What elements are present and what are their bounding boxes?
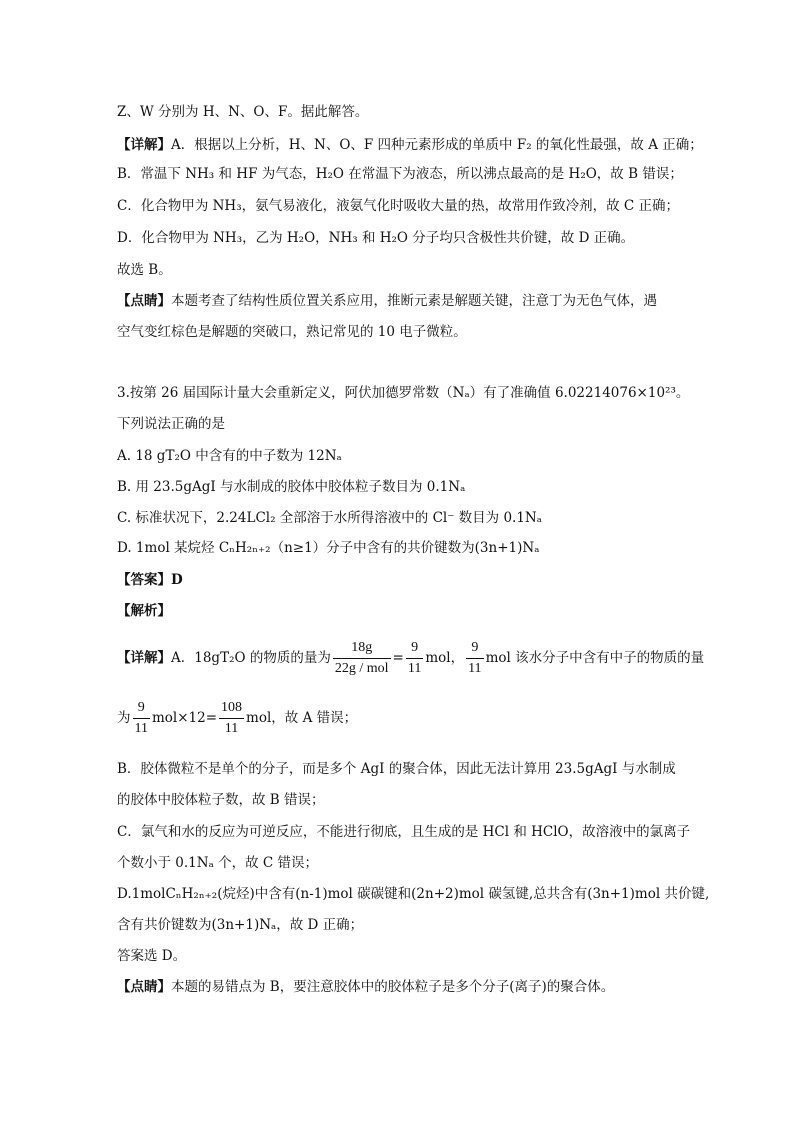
fraction: $\frac{9}{11}$ xyxy=(134,700,148,736)
fraction: $\frac{9}{11}$ xyxy=(468,640,482,676)
option-a: A. 18 gT₂O 中含有的中子数为 12Nₐ xyxy=(117,448,342,464)
text-line: B．胶体微粒不是单个的分子，而是多个 AgI 的聚合体，因此无法计算用 23.5gAgI 与水制成 xyxy=(117,761,676,777)
text-line: 【详解】A．根据以上分析，H、N、O、F 四种元素形成的单质中 F₂ 的氧化性最强，故 A 正确； xyxy=(117,137,703,153)
text-line: 故选 B。 xyxy=(117,262,172,278)
text-line: B．常温下 NH₃ 和 HF 为气态，H₂O 在常温下为液态，所以沸点最高的是 H₂O，故 B 错误； xyxy=(117,166,683,182)
answer-line: 【答案】D xyxy=(117,572,183,588)
section-tag: 【详解】 xyxy=(117,650,171,666)
text-line: D.1molCₙH₂ₙ₊₂(烷烃)中含有(n-1)mol 碳碳键和(2n+2)mol 碳氢键,总共含有(3n+1)mol 共价键, xyxy=(117,886,710,902)
section-tag: 【详解】 xyxy=(117,137,171,153)
text-line: Z、W 分别为 H、N、O、F。据此解答。 xyxy=(117,104,369,120)
fraction: $\frac{9}{11}$ xyxy=(407,640,422,676)
fraction: $\frac{108}{11}$ xyxy=(221,700,243,736)
text-line: C．氯气和水的反应为可逆反应，不能进行彻底，且生成的是 HCl 和 HClO，故溶液中的氯离子 xyxy=(117,824,691,840)
text-line: 空气变红棕色是解题的突破口，熟记常见的 10 电子微粒。 xyxy=(117,324,467,340)
text-line: 【详解】A．18gT₂O 的物质的量为 $\frac{18g}{\text{22g / mol}}$ = $\frac{9}{11}$ mol， $\frac{9}{11}$ mol 该水分子中含有中子的物质的量 xyxy=(117,636,704,680)
text-line: D．化合物甲为 NH₃，乙为 H₂O，NH₃ 和 H₂O 分子均只含极性共价键，故 D 正确。 xyxy=(117,230,635,246)
text-line: C．化合物甲为 NH₃，氨气易液化，液氨气化时吸收大量的热，故常用作致冷剂，故 C 正确； xyxy=(117,198,680,214)
fraction: $\frac{18g}{\text{22g / mol}}$ xyxy=(334,640,389,676)
text-line: 为 $\frac{9}{11}$ mol×12= $\frac{108}{11}$ mol，故 A 错误； xyxy=(117,696,357,740)
text-line: 个数小于 0.1Nₐ 个，故 C 错误； xyxy=(117,855,318,871)
option-d: D. 1mol 某烷烃 CₙH₂ₙ₊₂（n≥1）分子中含有的共价键数为(3n+1)Nₐ xyxy=(117,540,540,556)
question-title: 3.按第 26 届国际计量大会重新定义，阿伏加德罗常数（Nₐ）有了准确值 6.02214076×10²³。 xyxy=(117,385,690,401)
text-line: 含有共价键数为(3n+1)Nₐ，故 D 正确； xyxy=(117,917,364,933)
text-line: 【点睛】本题的易错点为 B，要注意胶体中的胶体粒子是多个分子(离子)的聚合体。 xyxy=(117,979,615,995)
text-line: 【点睛】本题考查了结构性质位置关系应用，推断元素是解题关键，注意丁为无色气体，遇 xyxy=(117,293,657,309)
option-b: B. 用 23.5gAgI 与水制成的胶体中胶体粒子数目为 0.1Nₐ xyxy=(117,479,466,495)
section-tag: 【点睛】 xyxy=(117,293,171,309)
analysis-heading: 【解析】 xyxy=(117,603,171,619)
option-c: C. 标准状况下，2.24LCl₂ 全部溶于水所得溶液中的 Cl⁻ 数目为 0.1Nₐ xyxy=(117,510,542,526)
section-tag: 【点睛】 xyxy=(117,979,171,995)
text-line: 的胶体中胶体粒子数，故 B 错误； xyxy=(117,792,325,808)
text-line: 答案选 D。 xyxy=(117,948,187,964)
question-title: 下列说法正确的是 xyxy=(117,416,225,432)
